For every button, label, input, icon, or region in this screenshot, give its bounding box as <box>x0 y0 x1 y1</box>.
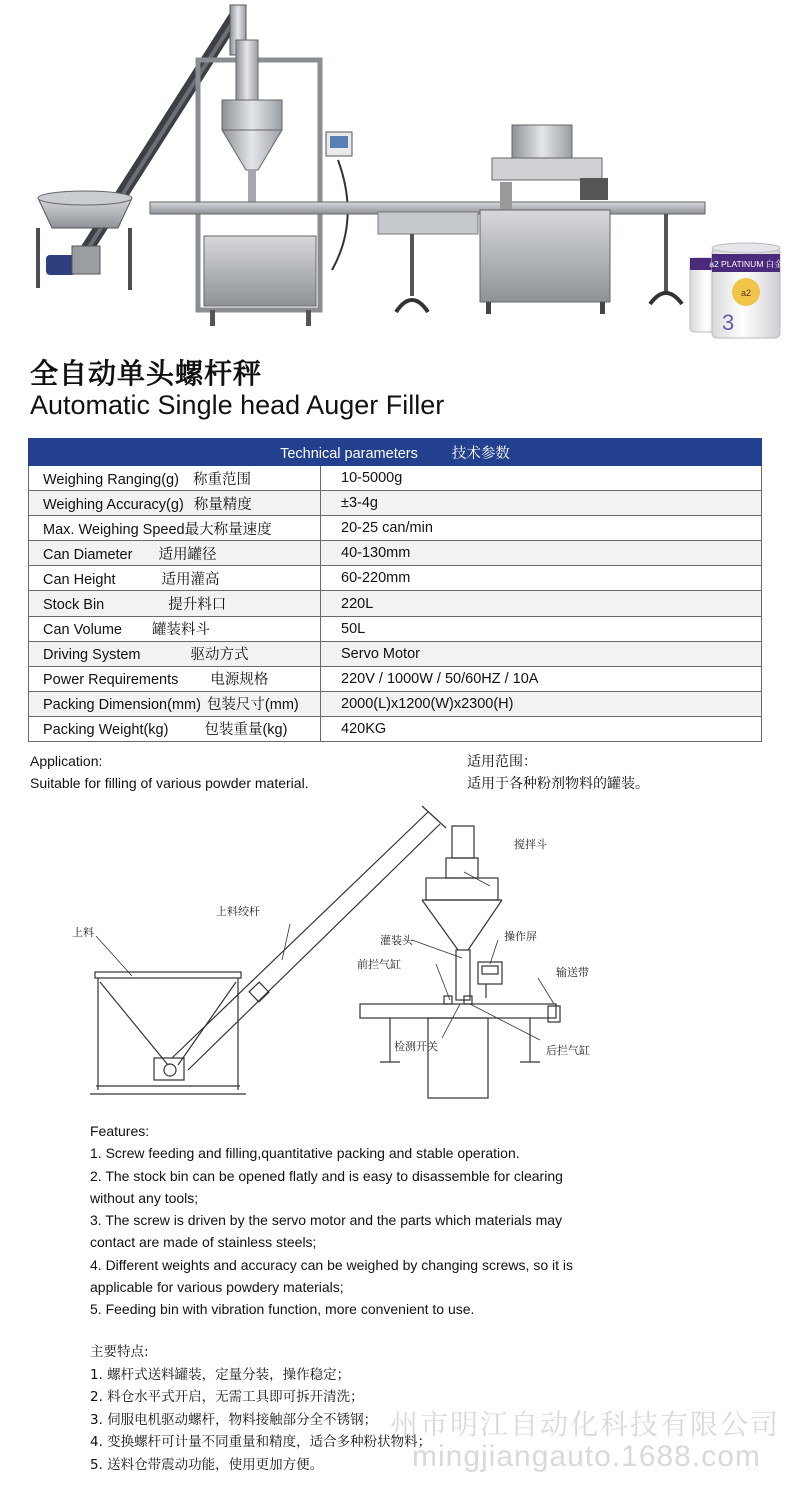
spec-key-cn: 罐装料斗 <box>152 622 210 639</box>
spec-header-en: Technical parameters <box>280 445 418 462</box>
features-en <box>90 1120 610 1321</box>
can-number-label: 3 <box>722 310 735 335</box>
diagram-filler-tower <box>422 826 502 1000</box>
spec-key-cn: 驱动方式 <box>190 647 249 664</box>
feed-hopper <box>36 191 132 290</box>
spec-value: Servo Motor <box>321 641 762 666</box>
list-item: 4. Different weights and accuracy can be weighed by changing screws, so it is applicable for various powdery materials; <box>90 1256 573 1296</box>
spec-key-en: Power Requirements <box>43 672 179 689</box>
spec-value: ±3-4g <box>321 491 762 516</box>
spec-value: 10-5000g <box>321 466 762 491</box>
spec-value: 40-130mm <box>321 541 762 566</box>
spec-key-en: Driving System <box>43 647 141 664</box>
spec-key-en: Max. Weighing Speed <box>43 521 185 538</box>
spec-value: 20-25 can/min <box>321 516 762 541</box>
spec-key <box>29 516 321 541</box>
table-row <box>29 716 762 741</box>
list-item: 4. 变换螺杆可计量不同重量和精度，适合多种粉状物料； <box>90 1434 432 1450</box>
product-cans <box>690 243 783 338</box>
machine-photo <box>0 0 800 350</box>
spec-key <box>29 591 321 616</box>
spec-key-en: Can Height <box>43 571 116 588</box>
list-item: 5. Feeding bin with vibration function, more convenient to use. <box>90 1301 475 1318</box>
application-en-label: Application: <box>30 753 103 769</box>
table-row <box>29 691 762 716</box>
table-row <box>29 616 762 641</box>
label-filling-head: 灌装头 <box>380 934 413 947</box>
label-rear-cylinder: 后拦气缸 <box>546 1044 590 1057</box>
spec-table-header <box>29 439 762 466</box>
machine-diagram <box>60 800 620 1105</box>
spec-key-cn: 称重范围 <box>192 471 251 488</box>
spec-key-cn: 称量精度 <box>193 496 252 513</box>
label-sensor: 检测开关 <box>394 1040 438 1053</box>
spec-key <box>29 491 321 516</box>
table-row <box>29 466 762 491</box>
application-en-text: Suitable for filling of various powder material. <box>30 775 309 791</box>
spec-key <box>29 466 321 491</box>
label-feed: 上料 <box>72 926 94 939</box>
spec-key-cn: 电源规格 <box>210 672 269 689</box>
spec-value: 60-220mm <box>321 566 762 591</box>
spec-key <box>29 666 321 691</box>
spec-key <box>29 616 321 641</box>
spec-key-cn: 适用灌高 <box>161 571 220 588</box>
table-row <box>29 641 762 666</box>
list-item: 1. Screw feeding and filling,quantitative packing and stable operation. <box>90 1145 520 1162</box>
features-en-heading: Features: <box>90 1123 150 1139</box>
page-title-cn: 全自动单头螺杆秤 <box>30 357 263 390</box>
spec-key-en: Weighing Accuracy(g) <box>43 496 184 513</box>
list-item: 3. The screw is driven by the servo motor and the parts which materials may contact are made of stainless steels; <box>90 1212 563 1251</box>
spec-key-en: Weighing Ranging(g) <box>43 471 179 488</box>
table-row <box>29 591 762 616</box>
watermark-company: 州市明江自动化科技有限公司 <box>390 1408 781 1441</box>
spec-key <box>29 691 321 716</box>
label-screen: 操作屏 <box>504 930 537 943</box>
features-cn-heading: 主要特点: <box>90 1344 149 1360</box>
spec-key-en: Stock Bin <box>43 597 105 614</box>
application-cn-text: 适用于各种粉剂物料的罐装。 <box>467 775 649 791</box>
application-cn <box>467 750 649 794</box>
watermark-site: mingjiangauto.1688.com <box>412 1440 761 1473</box>
page-title-en: Automatic Single head Auger Filler <box>30 390 445 420</box>
spec-value: 50L <box>321 616 762 641</box>
spec-key-cn: 包装尺寸(mm) <box>206 697 299 714</box>
spec-key-en: Packing Dimension(mm) <box>43 697 201 714</box>
spec-key-cn: 提升料口 <box>168 597 227 614</box>
capping-machine <box>480 125 610 314</box>
label-screw-conveyor: 上料绞杆 <box>216 905 260 918</box>
spec-header-cn: 技术参数 <box>451 445 510 462</box>
list-item: 2. 料仓水平式开启，无需工具即可拆开清洗； <box>90 1389 364 1405</box>
spec-key <box>29 566 321 591</box>
can-badge-label: a2 <box>740 288 752 298</box>
table-row <box>29 541 762 566</box>
diagram-feed-hopper <box>90 972 246 1094</box>
spec-table <box>28 438 762 742</box>
table-row <box>29 566 762 591</box>
table-row <box>29 516 762 541</box>
application-en <box>30 750 309 794</box>
spec-value: 220L <box>321 591 762 616</box>
spec-key <box>29 641 321 666</box>
filler-frame <box>198 40 352 326</box>
spec-table-header-row <box>29 439 762 466</box>
spec-key-cn: 适用罐径 <box>158 546 217 563</box>
spec-key-cn: 最大称量速度 <box>184 521 272 538</box>
can-brand-label: a2 PLATINUM 白金 <box>709 259 783 269</box>
table-row <box>29 491 762 516</box>
spec-key-en: Can Diameter <box>43 546 133 563</box>
table-row <box>29 666 762 691</box>
label-stir-hopper: 搅拌斗 <box>514 838 547 851</box>
spec-value: 2000(L)x1200(W)x2300(H) <box>321 691 762 716</box>
spec-key <box>29 716 321 741</box>
spec-value: 420KG <box>321 716 762 741</box>
spec-key-cn: 包装重量(kg) <box>204 722 288 739</box>
label-front-cylinder: 前拦气缸 <box>357 958 401 971</box>
spec-key <box>29 541 321 566</box>
application-cn-label: 适用范围： <box>467 753 537 769</box>
spec-key-en: Can Volume <box>43 622 122 639</box>
diagram-conveyor <box>360 996 560 1098</box>
label-conveyor: 输送带 <box>556 966 589 979</box>
list-item: 3. 伺服电机驱动螺杆，物料接触部分全不锈钢； <box>90 1411 378 1428</box>
spec-value: 220V / 1000W / 50/60HZ / 10A <box>321 666 762 691</box>
spec-key-en: Packing Weight(kg) <box>43 722 169 739</box>
list-item: 5. 送料仓带震动功能，使用更加方便。 <box>90 1456 324 1473</box>
list-item: 2. The stock bin can be opened flatly and is easy to disassemble for clearing without any tools; <box>90 1167 563 1206</box>
list-item: 1. 螺杆式送料罐装，定量分装，操作稳定； <box>90 1366 351 1383</box>
